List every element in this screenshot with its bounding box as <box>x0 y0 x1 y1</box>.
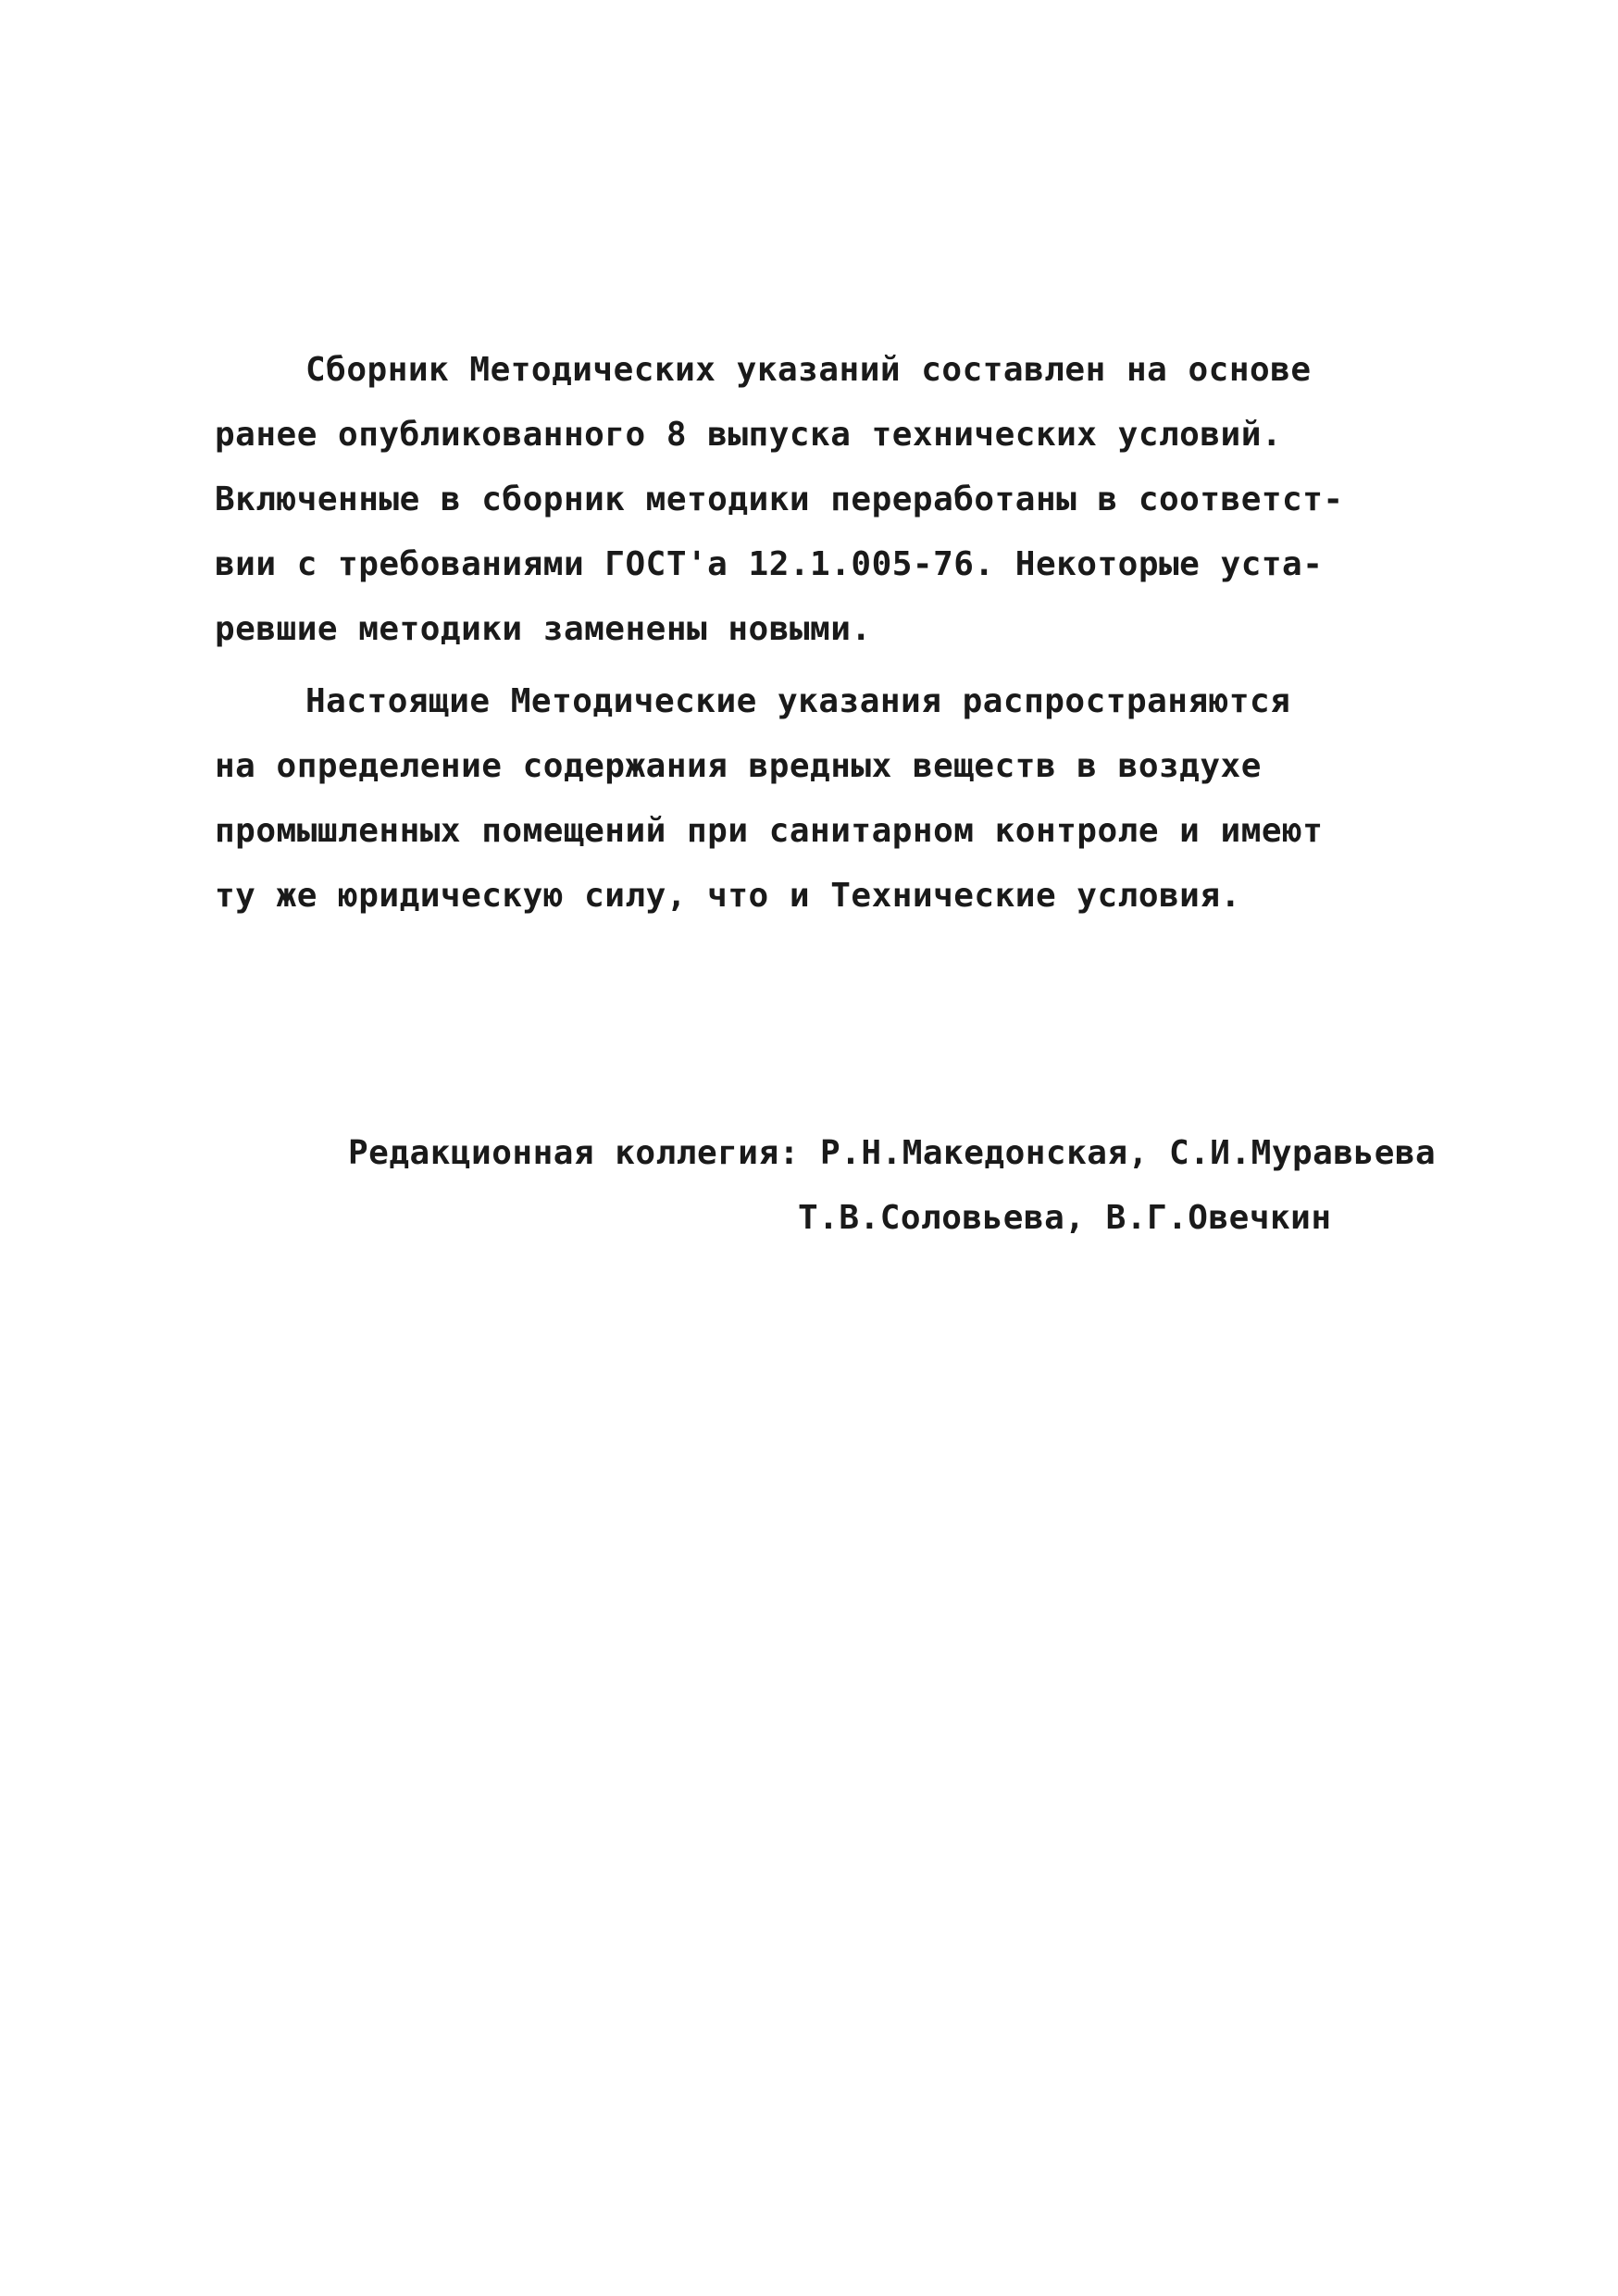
paragraph-2-line-4: ту же юридическую силу, что и Технические условия. <box>215 877 1241 915</box>
paragraph-1-line-4: вии с требованиями ГОСТ'а 12.1.005-76. Некоторые уста- <box>215 545 1324 583</box>
paragraph-1-line-3: Включенные в сборник методики переработаны в соответст- <box>215 480 1344 518</box>
paragraph-1-line-1: Сборник Методических указаний составлен на основе <box>305 351 1312 389</box>
editorial-board-line-2: Т.В.Соловьева, В.Г.Овечкин <box>798 1199 1332 1237</box>
paragraph-2-line-1: Настоящие Методические указания распространяются <box>305 682 1291 720</box>
paragraph-2-line-3: промышленных помещений при санитарном контроле и имеют <box>215 812 1324 850</box>
editorial-board-line-1: Редакционная коллегия: Р.Н.Македонская, С.И.Муравьева <box>348 1134 1437 1172</box>
paragraph-1-line-2: ранее опубликованного 8 выпуска технических условий. <box>215 416 1283 454</box>
paragraph-2-line-2: на определение содержания вредных веществ в воздухе <box>215 747 1262 785</box>
paragraph-1-line-5: ревшие методики заменены новыми. <box>215 610 872 648</box>
